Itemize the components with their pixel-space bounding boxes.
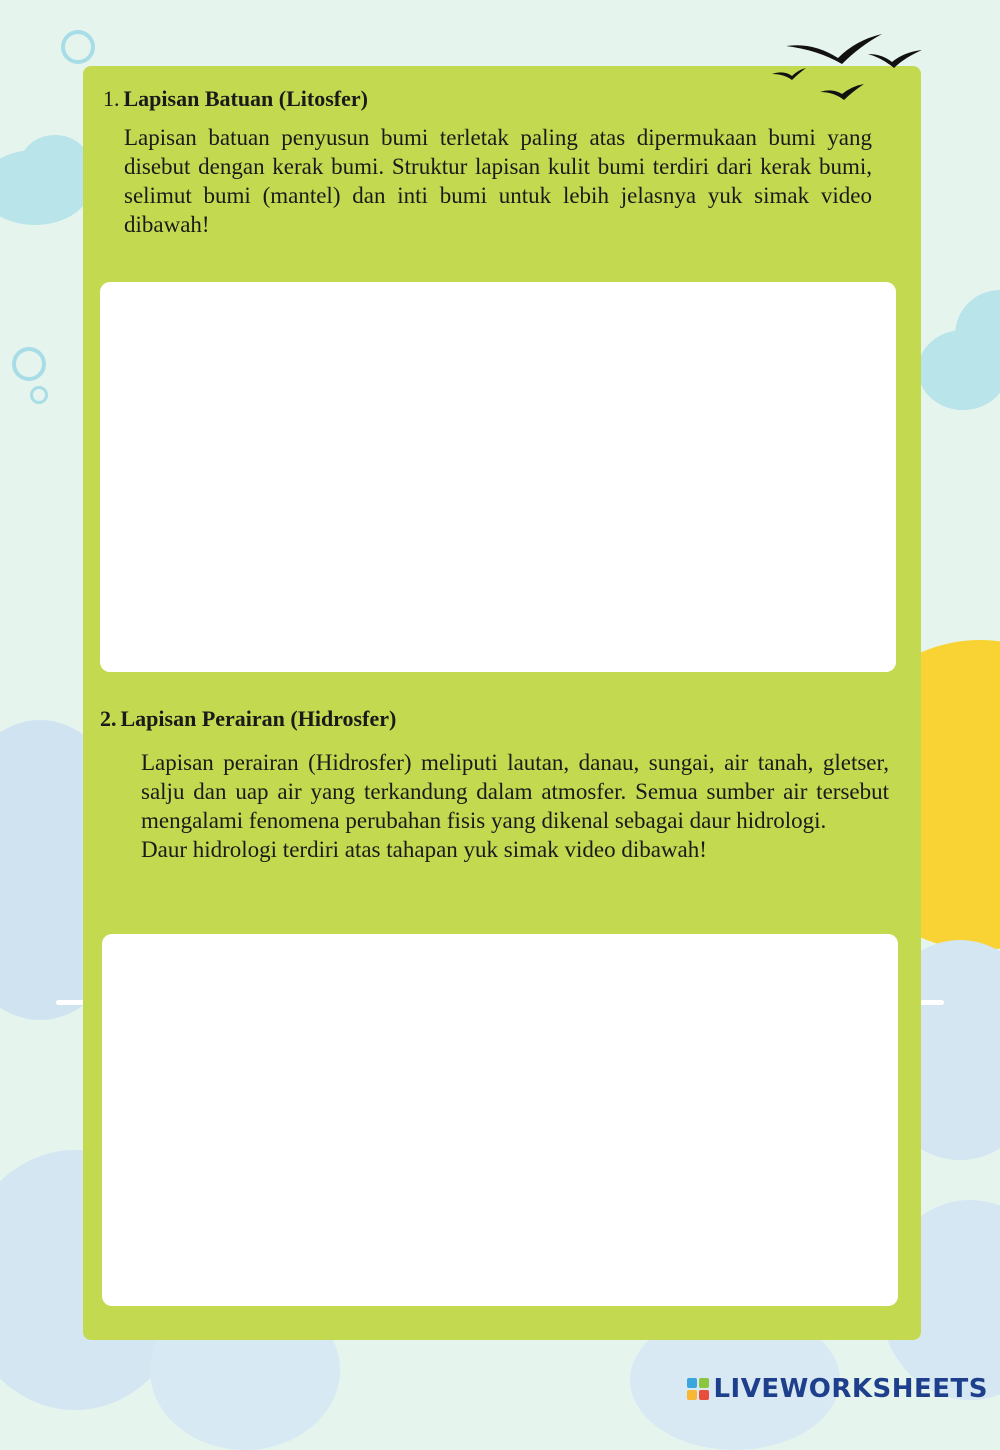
bubble-icon xyxy=(30,386,48,404)
section-2-paragraph xyxy=(141,748,889,864)
section-2-text-2: Daur hidrologi terdiri atas tahapan yuk simak video dibawah! xyxy=(141,837,707,862)
section-1-paragraph xyxy=(124,123,872,239)
bubble-icon xyxy=(12,347,46,381)
birds-icon xyxy=(768,30,928,105)
divider xyxy=(56,1000,86,1005)
section-2-heading xyxy=(100,706,396,732)
section-1-heading xyxy=(103,86,368,112)
video-placeholder-2[interactable] xyxy=(102,934,898,1306)
divider xyxy=(918,1000,944,1005)
bubble-icon xyxy=(61,30,95,64)
liveworksheets-logo-text: LIVEWORKSHEETS xyxy=(713,1374,988,1404)
section-1-text: Lapisan batuan penyusun bumi terletak paling atas dipermukaan bumi yang disebut dengan kerak bumi. Struktur lapisan kulit bumi terdiri dari kerak bumi, selimut bumi (mantel) dan inti bumi untuk lebih jelasnya yuk simak video dibawah! xyxy=(124,125,872,237)
section-2-title: Lapisan Perairan (Hidrosfer) xyxy=(120,706,397,731)
section-2-number: 2. xyxy=(100,706,117,731)
liveworksheets-logo[interactable] xyxy=(687,1372,988,1406)
video-placeholder-1[interactable] xyxy=(100,282,896,672)
section-2-text-1: Lapisan perairan (Hidrosfer) meliputi lautan, danau, sungai, air tanah, gletser, salju dan uap air yang terkandung dalam atmosfer. Semua sumber air tersebut mengalami fenomena perubahan fisis yang dikenal sebagai daur hidrologi. xyxy=(141,750,889,833)
section-1-title: Lapisan Batuan (Litosfer) xyxy=(123,86,368,111)
liveworksheets-logo-icon xyxy=(687,1378,709,1400)
section-1-number: 1. xyxy=(103,86,120,111)
